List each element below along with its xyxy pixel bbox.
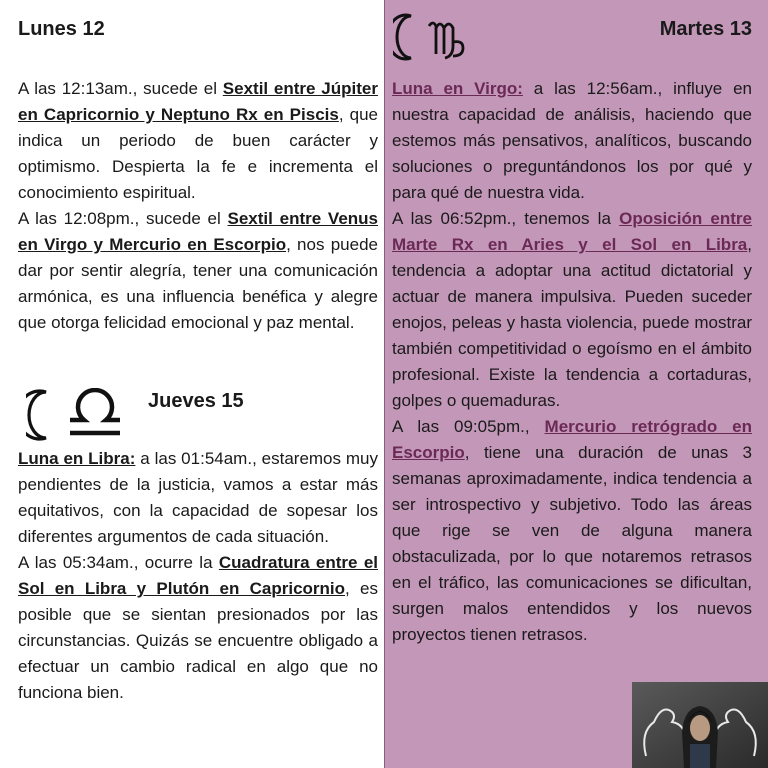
- lunes-p1-highlight: Sextil entre Júpiter en Capricornio y Neptuno Rx en Piscis: [18, 79, 378, 124]
- jueves-paragraph-1: [18, 446, 378, 550]
- jueves-p1-text-end: a las 01:54am., estaremos muy pendientes de la justicia, vamos a estar más equitativos, con la capacidad de sopesar los diferentes argumentos de cada situación.: [18, 449, 378, 546]
- day-title-martes: Martes 13: [659, 18, 752, 40]
- jueves-p2-text: A las 05:34am., ocurre la: [18, 553, 219, 572]
- martes-paragraph-2: [392, 206, 752, 414]
- jueves-p2-text-end: , es posible que se sientan presionados por las circunstancias. Quizás se encuentre obligado a efectuar un cambio radical en algo que no funciona bien.: [18, 579, 378, 702]
- day-title-lunes: Lunes 12: [18, 18, 105, 40]
- libra-icon: [70, 390, 120, 433]
- right-column: [384, 0, 768, 768]
- martes-p1-text-end: a las 12:56am., influye en nuestra capacidad de análisis, haciendo que estemos más pensativos, analíticos, buscando soluciones o preguntándonos los por qué y para qué de nuestra vida.: [392, 79, 752, 202]
- martes-section: [392, 76, 752, 648]
- lunes-p1-text: A las 12:13am., sucede el: [18, 79, 223, 98]
- martes-p1-highlight: Luna en Virgo:: [392, 79, 523, 98]
- jueves-p1-highlight: Luna en Libra:: [18, 449, 136, 468]
- martes-p2-text-end: , tendencia a adoptar una actitud dictatorial y actuar de manera impulsiva. Pueden suceder enojos, peleas y hasta violencia, puede mostrar también competitividad o egoísmo en el ámbito profesional. Existe la tendencia a cortaduras, golpes o quemaduras.: [392, 235, 752, 410]
- martes-p2-highlight: Oposición entre Marte Rx en Aries y el Sol en Libra: [392, 209, 752, 254]
- lunes-p2-highlight: Sextil entre Venus en Virgo y Mercurio en Escorpio: [18, 209, 379, 254]
- martes-p3-highlight: Mercurio retrógrado en Escorpio: [392, 417, 752, 462]
- lunes-paragraph-2: [18, 206, 378, 336]
- jueves-section: [18, 446, 378, 706]
- jueves-paragraph-2: [18, 550, 378, 706]
- jueves-p2-highlight: Cuadratura entre el Sol en Libra y Plutón en Capricornio: [18, 553, 378, 598]
- martes-p2-text: A las 06:52pm., tenemos la: [392, 209, 620, 228]
- martes-p3-text-end: , tiene una duración de unas 3 semanas aproximadamente, indica tendencia a ser introspectivo y subjetivo. Todo las áreas que rige se ven de alguna manera obstaculizada, por lo que notaremos retrasos en el tráfico, las comunicaciones se dificultan, surgen malos entendidos y los nuevos proyectos tienen retrasos.: [392, 443, 752, 644]
- photo-illustration: [632, 682, 768, 768]
- moon-virgo-glyphs: [393, 12, 473, 62]
- lunes-p2-text-end: , nos puede dar por sentir alegría, tener una comunicación armónica, es una influencia benéfica y alegre que otorga felicidad emocional y paz mental.: [18, 235, 378, 332]
- lunes-section: [18, 76, 378, 336]
- moon-icon: [393, 15, 411, 59]
- virgo-icon: [429, 23, 463, 58]
- day-title-jueves: Jueves 15: [148, 390, 244, 412]
- martes-paragraph-3: [392, 414, 752, 648]
- lunes-p2-text: A las 12:08pm., sucede el: [18, 209, 228, 228]
- moon-libra-glyphs: [26, 388, 126, 442]
- moon-icon: [26, 391, 46, 439]
- lunes-paragraph-1: [18, 76, 378, 206]
- lunes-p1-text-end: , que indica un periodo de buen carácter y optimismo. Despierta la fe e incrementa el conocimiento espiritual.: [18, 105, 378, 202]
- hooded-person-photo: [632, 682, 768, 768]
- martes-p3-text: A las 09:05pm.,: [392, 417, 545, 436]
- martes-paragraph-1: [392, 76, 752, 206]
